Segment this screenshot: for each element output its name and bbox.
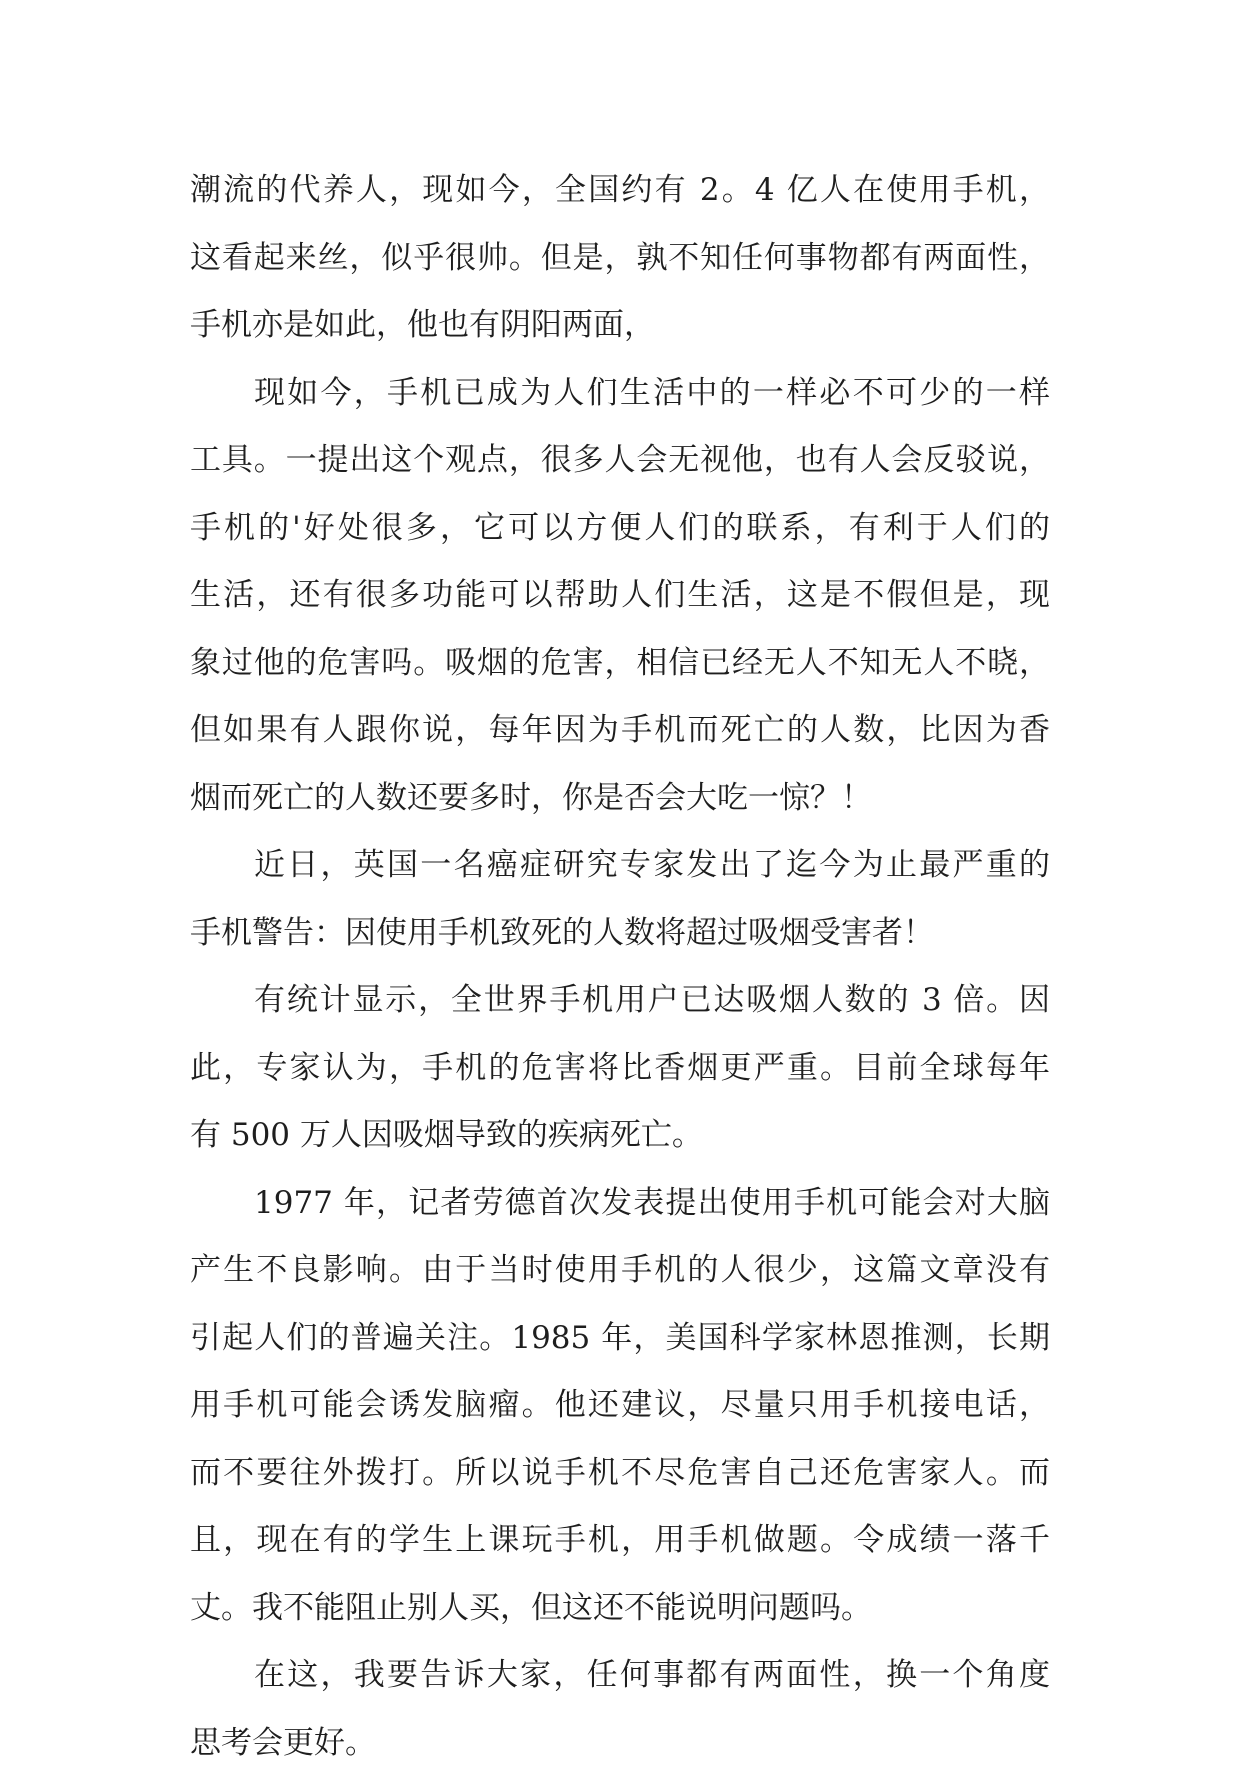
- text-line: 有统计显示，全世界手机用户已达吸烟人数的 3 倍。因: [190, 967, 1050, 1035]
- text-line: 近日，英国一名癌症研究专家发出了迄今为止最严重的: [190, 832, 1050, 900]
- paragraph-4: [190, 967, 1050, 1170]
- text-line: 生活，还有很多功能可以帮助人们生活，这是不假但是，现: [190, 562, 1050, 630]
- text-line: 烟而死亡的人数还要多时，你是否会大吃一惊？！: [190, 765, 1050, 833]
- text-line: 但如果有人跟你说，每年因为手机而死亡的人数，比因为香: [190, 697, 1050, 765]
- document-body: [190, 157, 1050, 1777]
- text-line: 思考会更好。: [190, 1710, 1050, 1777]
- paragraph-1: [190, 157, 1050, 360]
- paragraph-3: [190, 832, 1050, 967]
- text-line: 1977 年，记者劳德首次发表提出使用手机可能会对大脑: [190, 1170, 1050, 1238]
- text-line: 此，专家认为，手机的危害将比香烟更严重。目前全球每年: [190, 1035, 1050, 1103]
- paragraph-2: [190, 360, 1050, 833]
- text-line: 产生不良影响。由于当时使用手机的人很少，这篇文章没有: [190, 1237, 1050, 1305]
- text-line: 丈。我不能阻止别人买，但这还不能说明问题吗。: [190, 1575, 1050, 1643]
- text-line: 且，现在有的学生上课玩手机，用手机做题。令成绩一落千: [190, 1507, 1050, 1575]
- text-line: 手机警告：因使用手机致死的人数将超过吸烟受害者！: [190, 900, 1050, 968]
- paragraph-6: [190, 1642, 1050, 1777]
- text-line: 工具。一提出这个观点，很多人会无视他，也有人会反驳说，: [190, 427, 1050, 495]
- text-line: 而不要往外拨打。所以说手机不尽危害自己还危害家人。而: [190, 1440, 1050, 1508]
- text-line: 现如今，手机已成为人们生活中的一样必不可少的一样: [190, 360, 1050, 428]
- paragraph-5: [190, 1170, 1050, 1643]
- text-line: 有 500 万人因吸烟导致的疾病死亡。: [190, 1102, 1050, 1170]
- text-line: 手机亦是如此，他也有阴阳两面，: [190, 292, 1050, 360]
- text-line: 引起人们的普遍关注。1985 年，美国科学家林恩推测，长期: [190, 1305, 1050, 1373]
- text-line: 手机的'好处很多，它可以方便人们的联系，有利于人们的: [190, 495, 1050, 563]
- text-line: 象过他的危害吗。吸烟的危害，相信已经无人不知无人不晓，: [190, 630, 1050, 698]
- text-line: 用手机可能会诱发脑瘤。他还建议，尽量只用手机接电话，: [190, 1372, 1050, 1440]
- text-line: 在这，我要告诉大家，任何事都有两面性，换一个角度: [190, 1642, 1050, 1710]
- text-line: 潮流的代养人，现如今，全国约有 2。4 亿人在使用手机，: [190, 157, 1050, 225]
- text-line: 这看起来丝，似乎很帅。但是，孰不知任何事物都有两面性，: [190, 225, 1050, 293]
